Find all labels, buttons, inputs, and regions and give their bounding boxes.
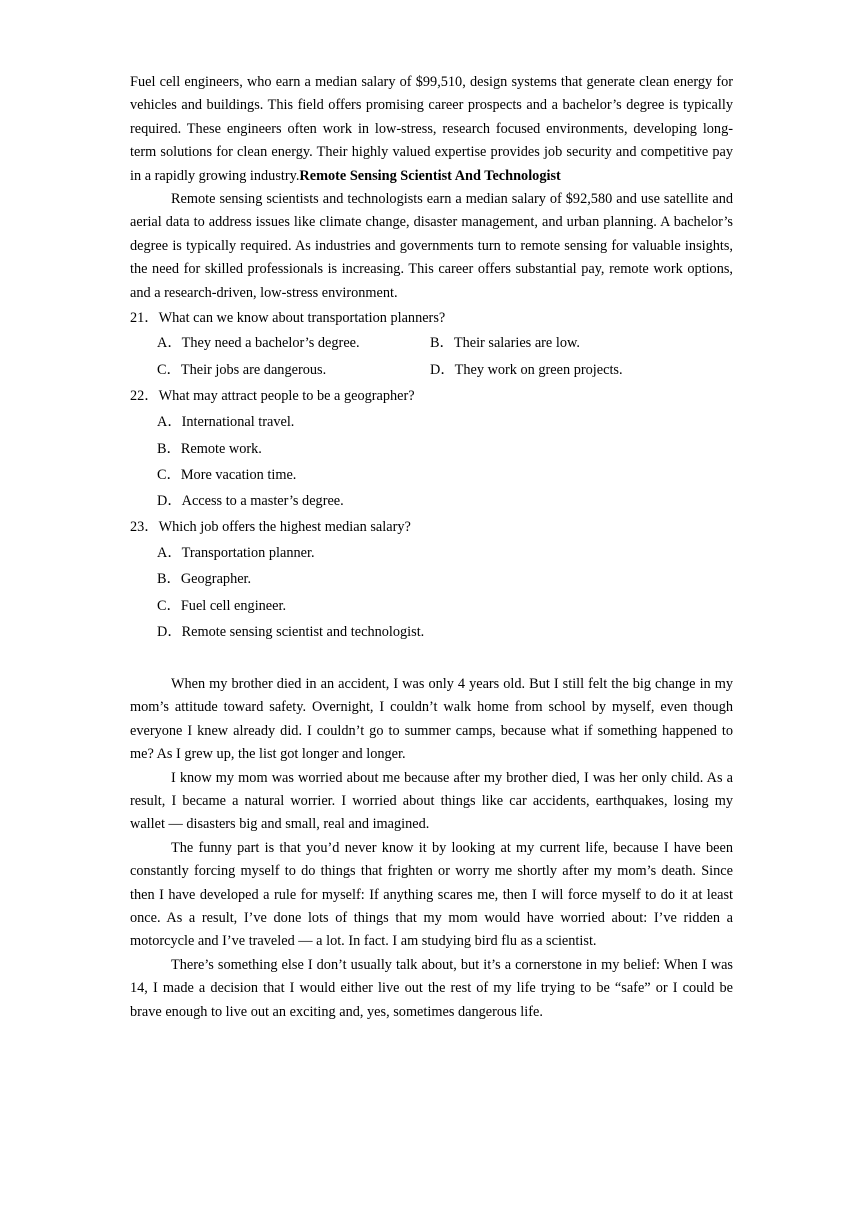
- option-text: Geographer.: [180, 571, 252, 588]
- option-b[interactable]: [430, 332, 580, 355]
- option-letter: C．: [157, 361, 181, 378]
- option-letter: B．: [430, 335, 454, 352]
- option-letter: D．: [157, 493, 182, 509]
- option-letter: D．: [157, 623, 182, 640]
- story-paragraph-3: The funny part is that you’d never know it by looking at my current life, because I have been constantly forcing myself to do things that frighten or worry me shortly after my mom’s death. Since then I have developed a rule for myself: If anything scares me, then I will force myself to do it at least once. As a result, I’ve done lots of things that my mom would have worried about: I’ve ridden a motorcycle and I’ve traveled — a lot. In fact. I am studying bird flu as a scientist.: [130, 839, 733, 950]
- remote-sensing-paragraph: Remote sensing scientists and technologists earn a median salary of $92,580 and use satellite and aerial data to address issues like climate change, disaster management, and urban planning. A bachelor’s degree is typically required. As industries and governments turn to remote sensing for valuable insights, the need for skilled professionals is increasing. This career offers substantial pay, remote work options, and a research-driven, low-stress environment.: [130, 191, 733, 301]
- option-text: Remote sensing scientist and technologist.: [181, 623, 425, 640]
- option-text: They work on green projects.: [454, 361, 623, 378]
- option-b[interactable]: [157, 566, 733, 592]
- option-d[interactable]: [157, 619, 733, 645]
- option-letter: A．: [157, 414, 182, 431]
- option-text: Access to a master’s degree.: [181, 493, 344, 509]
- question-21-options: [157, 331, 733, 383]
- fuel-cell-paragraph: [130, 71, 733, 188]
- section-heading: Remote Sensing Scientist And Technologist: [299, 167, 561, 184]
- question-number: 22．: [130, 388, 159, 405]
- option-letter: C．: [157, 466, 181, 483]
- option-c[interactable]: [157, 593, 733, 619]
- option-text: Transportation planner.: [181, 545, 315, 562]
- story-paragraph-4: There’s something else I don’t usually talk about, but it’s a cornerstone in my belief: When I was 14, I made a decision that I would either live out the rest of my life trying to be “safe” or I could be brave enough to live out an exciting and, yes, sometimes dangerous life.: [130, 956, 733, 1020]
- option-c[interactable]: [157, 359, 430, 382]
- story-paragraph-1: When my brother died in an accident, I was only 4 years old. But I still felt the big change in my mom’s attitude toward safety. Overnight, I couldn’t walk home from school by myself, even though everyone I knew already did. I couldn’t go to summer camps, because what if something happened to me? As I grew up, the list got longer and longer.: [130, 675, 733, 763]
- section-gap: [130, 645, 733, 673]
- option-letter: A．: [157, 545, 182, 562]
- story-paragraph-2: I know my mom was worried about me because after my brother died, I was her only child. As a result, I became a natural worrier. I worried about things like car accidents, earthquakes, losing my wallet — disasters big and small, real and imagined.: [130, 769, 733, 833]
- question-number: 23．: [130, 519, 159, 536]
- question-21: [130, 305, 733, 331]
- question-number: 21．: [130, 310, 159, 327]
- option-text: They need a bachelor’s degree.: [181, 335, 360, 352]
- question-text: Which job offers the highest median salary?: [158, 519, 411, 536]
- option-text: Remote work.: [180, 440, 262, 457]
- option-d[interactable]: [430, 359, 623, 382]
- question-23-options: [157, 540, 733, 645]
- option-text: More vacation time.: [180, 466, 297, 483]
- option-letter: B．: [157, 571, 181, 588]
- option-letter: D．: [430, 361, 455, 378]
- option-text: International travel.: [181, 414, 295, 431]
- document-content: [130, 71, 733, 1024]
- option-b[interactable]: [157, 436, 733, 462]
- question-23: [130, 514, 733, 540]
- question-text: What can we know about transportation planners?: [158, 310, 446, 327]
- option-a[interactable]: [157, 332, 430, 355]
- question-text: What may attract people to be a geographer?: [158, 388, 415, 405]
- option-text: Their jobs are dangerous.: [180, 361, 327, 378]
- option-c[interactable]: [157, 462, 733, 488]
- option-a[interactable]: [157, 540, 733, 566]
- option-d[interactable]: [157, 488, 733, 514]
- option-text: Their salaries are low.: [453, 335, 580, 352]
- option-letter: C．: [157, 597, 181, 614]
- question-22: [130, 383, 733, 409]
- option-a[interactable]: [157, 409, 733, 435]
- fuel-cell-text: Fuel cell engineers, who earn a median salary of $99,510, design systems that generate clean energy for vehicles and buildings. This field offers promising career prospects and a bachelor’s degree is typically required. These engineers often work in low-stress, research focused environments, developing long-term solutions for clean energy. Their highly valued expertise provides job security and competitive pay in a rapidly growing industry.: [130, 74, 733, 184]
- question-22-options: [157, 409, 733, 514]
- option-letter: A．: [157, 335, 182, 352]
- option-text: Fuel cell engineer.: [180, 597, 287, 614]
- option-letter: B．: [157, 440, 181, 457]
